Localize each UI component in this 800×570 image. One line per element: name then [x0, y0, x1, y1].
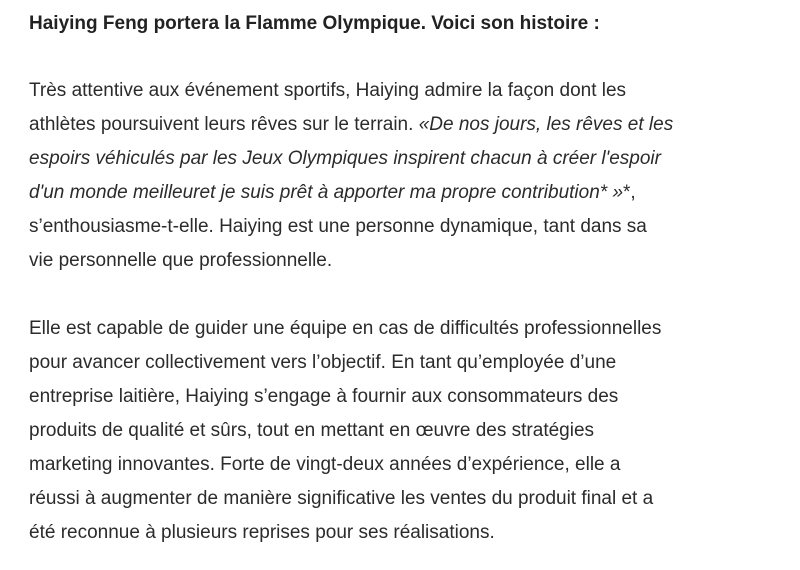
- paragraph-career: [29, 312, 789, 550]
- text-segment: athlètes poursuivent leurs rêves sur le terrain.: [29, 114, 419, 135]
- paragraph-line: [29, 108, 789, 142]
- quote-text: espoirs véhiculés par les Jeux Olympiques inspirent chacun à créer l'espoir: [29, 148, 661, 169]
- quote-text: «De nos jours, les rêves et les: [418, 114, 674, 135]
- article-heading: Haiying Feng portera la Flamme Olympique. Voici son histoire :: [29, 13, 600, 34]
- paragraph-intro: [29, 74, 789, 278]
- paragraph-line: vie personnelle que professionnelle.: [29, 250, 333, 271]
- paragraph-line: Très attentive aux événement sportifs, Haiying admire la façon dont les: [29, 80, 627, 101]
- quote-text: d'un monde meilleuret je suis prêt à apporter ma propre contribution* »: [29, 182, 624, 203]
- paragraph-line: s’enthousiasme-t-elle. Haiying est une personne dynamique, tant dans sa: [29, 216, 647, 237]
- paragraph-line: produits de qualité et sûrs, tout en mettant en œuvre des stratégies: [29, 420, 595, 441]
- paragraph-line: marketing innovantes. Forte de vingt-deux années d’expérience, elle a: [29, 454, 621, 475]
- paragraph-line: [29, 176, 789, 210]
- paragraph-line: Elle est capable de guider une équipe en cas de difficultés professionnelles: [29, 318, 662, 339]
- text-segment: *,: [623, 182, 636, 203]
- article-body: [29, 0, 789, 550]
- paragraph-line: réussi à augmenter de manière significative les ventes du produit final et a: [29, 488, 654, 509]
- paragraph-line: entreprise laitière, Haiying s’engage à fournir aux consommateurs des: [29, 386, 619, 407]
- paragraph-line: pour avancer collectivement vers l’objectif. En tant qu’employée d’une: [29, 352, 617, 373]
- paragraph-line: été reconnue à plusieurs reprises pour ses réalisations.: [29, 522, 495, 543]
